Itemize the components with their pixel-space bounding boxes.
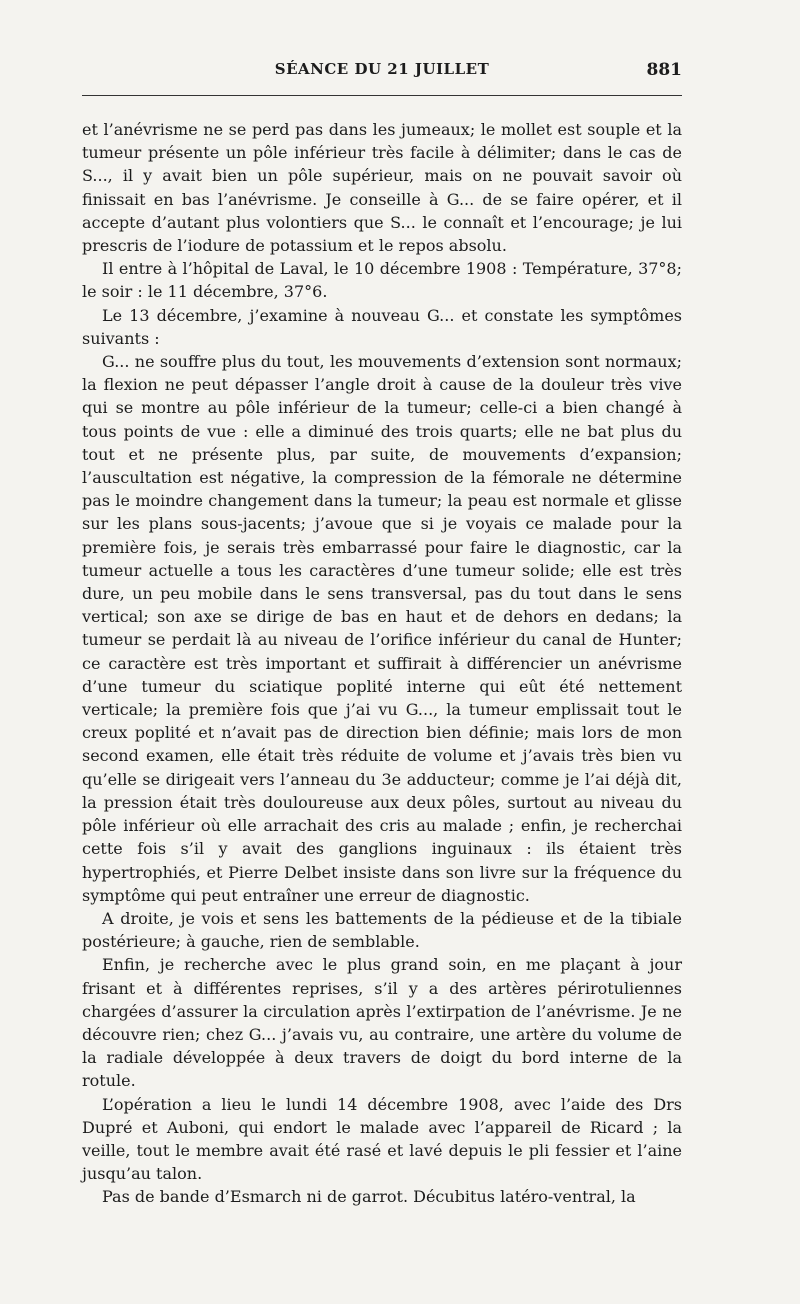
page-number: 881 — [646, 60, 682, 80]
paragraph-continuation: et l’anévrisme ne se perd pas dans les jumeaux; le mollet est souple et la tumeur présente un pôle inférieur très facile à délimiter; dans le cas de S..., il y avait bien un pôle supérieur, mais on ne pouvait savoir où finissait en bas l’anévrisme. Je conseille à G... de se faire opérer, et il accepte d’autant plus volontiers que S... le connaît et l’encourage; je lui prescris de l’iodure de potassium et le repos absolu. — [82, 120, 682, 256]
header-rule — [82, 95, 682, 96]
paragraph-right-side: A droite, je vois et sens les battements de la pédieuse et de la tibiale postérieure; à gauche, rien de semblable. — [82, 908, 682, 952]
paragraph-exam-intro: Le 13 décembre, j’examine à nouveau G... et constate les symptômes suivants : — [82, 305, 682, 348]
paragraph-operation: L’opération a lieu le lundi 14 décembre 1908, avec l’aide des Drs Dupré et Auboni, qui endort le malade avec l’appareil de Ricard ; la veille, tout le membre avait été rasé et lavé depuis le pli fessier et l’aine jusqu’au talon. — [82, 1094, 682, 1184]
body-text — [82, 118, 682, 1209]
running-header — [82, 60, 682, 86]
paragraph-esmarch: Pas de bande d’Esmarch ni de garrot. Décubitus latéro-ventral, la — [102, 1187, 636, 1207]
header-title: SÉANCE DU 21 JUILLET — [274, 60, 490, 78]
paragraph-admission: Il entre à l’hôpital de Laval, le 10 décembre 1908 : Température, 37°8; le soir : le 11 décembre, 37°6. — [82, 259, 682, 302]
paragraph-arteries: Enfin, je recherche avec le plus grand soin, en me plaçant à jour frisant et à différentes reprises, s’il y a des artères périrotuliennes chargées d’assurer la circulation après l’extirpation de l’anévrisme. Je ne découvre rien; chez G... j’avais vu, au contraire, une artère du volume de la radiale développée à deux travers de doigt du bord interne de la rotule. — [82, 955, 682, 1091]
paragraph-symptoms: G... ne souffre plus du tout, les mouvements d’extension sont normaux; la flexion ne peut dépasser l’angle droit à cause de la douleur très vive qui se montre au pôle inférieur de la tumeur; celle-ci a bien changé à tous points de vue : elle a diminué des trois quarts; elle ne bat plus du tout et ne présente plus, par suite, de mouvements d’expansion; l’auscultation est négative, la compression de la fémorale ne détermine pas le moindre changement dans la tumeur; la peau est normale et glisse sur les plans sous-jacents; j’avoue que si je voyais ce malade pour la première fois, je serais très embarrassé pour faire le diagnostic, car la tumeur actuelle a tous les caractères d’une tumeur solide; elle est très dure, un peu mobile dans le sens transversal, pas du tout dans le sens vertical; son axe se dirige de bas en haut et de dehors en dedans; la tumeur se perdait là au niveau de l’orifice inférieur du canal de Hunter; ce caractère est très important et suffirait à différencier un anévrisme d’une tumeur du sciatique poplité interne qui eût été nettement verticale; la première fois que j’ai vu G..., la tumeur emplissait tout le creux poplité et n’avait pas de direction bien définie; mais lors de mon second examen, elle était très réduite de volume et j’avais très bien vu qu’elle se dirigeait vers l’anneau du 3e adducteur; comme je l’ai déjà dit, la pression était très douloureuse aux deux pôles, surtout au niveau du pôle inférieur où elle arrachait des cris au malade ; enfin, je recherchai cette fois s’il y avait des ganglions inguinaux : ils étaient très hypertrophiés, et Pierre Delbet insiste dans son livre sur la fréquence du symptôme qui peut entraîner une erreur de diagnostic. — [82, 352, 682, 905]
